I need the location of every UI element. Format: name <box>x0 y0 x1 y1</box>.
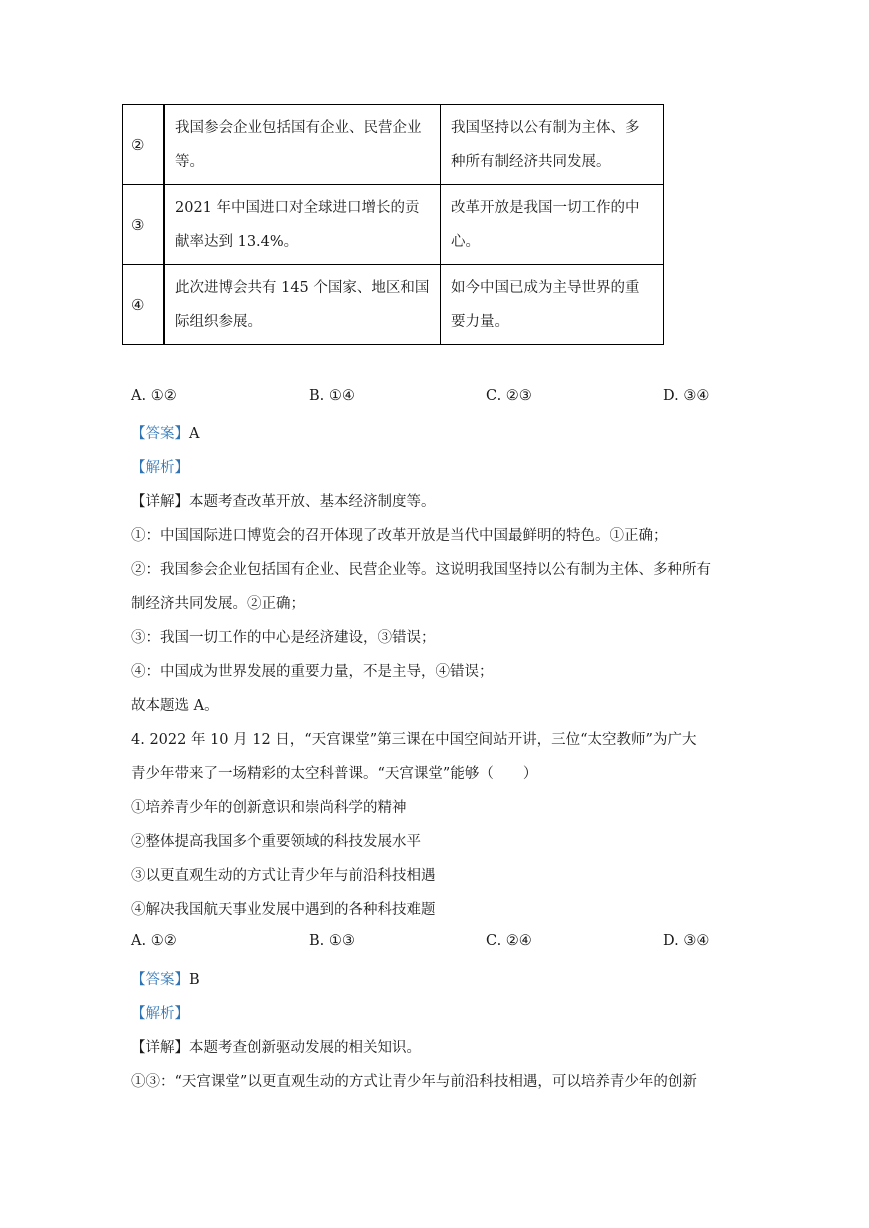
cell-text: 如今中国已成为主导世界的重 <box>451 279 640 296</box>
table-row <box>123 105 664 185</box>
analysis-text: ①③：“天宫课堂”以更直观生动的方式让青少年与前沿科技相遇，可以培养青少年的创新 <box>131 1074 697 1090</box>
q3-options <box>131 388 751 408</box>
detail-line <box>131 1036 421 1057</box>
cell-text: 献率达到 13.4%。 <box>175 233 299 250</box>
cell-text: 等。 <box>175 153 204 170</box>
analysis-text: ①：中国国际进口博览会的召开体现了改革开放是当代中国最鲜明的特色。①正确； <box>131 528 668 544</box>
table-cell <box>164 265 441 345</box>
detail-tag: 【详解】 <box>131 1040 189 1056</box>
detail-tag: 【详解】 <box>131 494 189 510</box>
table-row <box>123 185 664 265</box>
answer-line <box>131 422 199 443</box>
cell-text: 心。 <box>451 233 480 250</box>
answer-tag: 【答案】 <box>131 426 189 442</box>
cell-text: 种所有制经济共同发展。 <box>451 153 611 170</box>
option-d[interactable]: D. ③④ <box>663 388 710 404</box>
option-a[interactable]: A. ①② <box>131 388 177 404</box>
question-table <box>122 104 664 345</box>
question-stem: 青少年带来了一场精彩的太空科普课。“天宫课堂”能够（ ） <box>131 766 538 782</box>
detail-text: 本题考查改革开放、基本经济制度等。 <box>189 494 436 510</box>
table-cell <box>164 185 441 265</box>
analysis-text: ④：中国成为世界发展的重要力量，不是主导，④错误； <box>131 664 494 680</box>
option-c[interactable]: C. ②③ <box>486 388 532 404</box>
analysis-text: ③：我国一切工作的中心是经济建设，③错误； <box>131 630 436 646</box>
statement-item: ②整体提高我国多个重要领域的科技发展水平 <box>131 834 421 850</box>
statement-item: ①培养青少年的创新意识和崇尚科学的精神 <box>131 800 407 816</box>
cell-text: 我国参会企业包括国有企业、民营企业 <box>175 119 422 136</box>
statement-item: ③以更直观生动的方式让青少年与前沿科技相遇 <box>131 868 436 884</box>
analysis-text: ②：我国参会企业包括国有企业、民营企业等。这说明我国坚持以公有制为主体、多种所有 <box>131 562 711 578</box>
cell-text: 要力量。 <box>451 313 509 330</box>
cell-text: 我国坚持以公有制为主体、多 <box>451 119 640 136</box>
cell-text: 此次进博会共有 145 个国家、地区和国 <box>175 279 430 296</box>
analysis-tag: 【解析】 <box>131 460 189 476</box>
option-b[interactable]: B. ①③ <box>309 933 355 949</box>
option-c[interactable]: C. ②④ <box>486 933 532 949</box>
detail-line <box>131 490 436 511</box>
option-a[interactable]: A. ①② <box>131 933 177 949</box>
cell-text: 改革开放是我国一切工作的中 <box>451 199 640 216</box>
table-cell <box>441 185 664 265</box>
table-cell <box>164 105 441 185</box>
analysis-text: 制经济共同发展。②正确； <box>131 596 305 612</box>
answer-value: A <box>189 426 200 442</box>
q4-options <box>131 933 751 953</box>
row-number: ④ <box>123 265 165 345</box>
cell-text: 2021 年中国进口对全球进口增长的贡 <box>175 199 420 216</box>
row-number: ③ <box>123 185 165 265</box>
table-cell <box>441 105 664 185</box>
cell-text: 际组织参展。 <box>175 313 262 330</box>
question-stem: 4. 2022 年 10 月 12 日，“天宫课堂”第三课在中国空间站开讲，三位“太空教师”为广大 <box>131 732 697 748</box>
answer-line <box>131 968 200 989</box>
analysis-tag: 【解析】 <box>131 1006 189 1022</box>
statement-item: ④解决我国航天事业发展中遇到的各种科技难题 <box>131 902 436 918</box>
option-b[interactable]: B. ①④ <box>309 388 355 404</box>
table-row <box>123 265 664 345</box>
detail-text: 本题考查创新驱动发展的相关知识。 <box>189 1040 421 1056</box>
answer-tag: 【答案】 <box>131 972 189 988</box>
table-cell <box>441 265 664 345</box>
answer-value: B <box>189 972 200 988</box>
conclusion-text: 故本题选 A。 <box>131 698 219 714</box>
option-d[interactable]: D. ③④ <box>663 933 710 949</box>
row-number: ② <box>123 105 165 185</box>
